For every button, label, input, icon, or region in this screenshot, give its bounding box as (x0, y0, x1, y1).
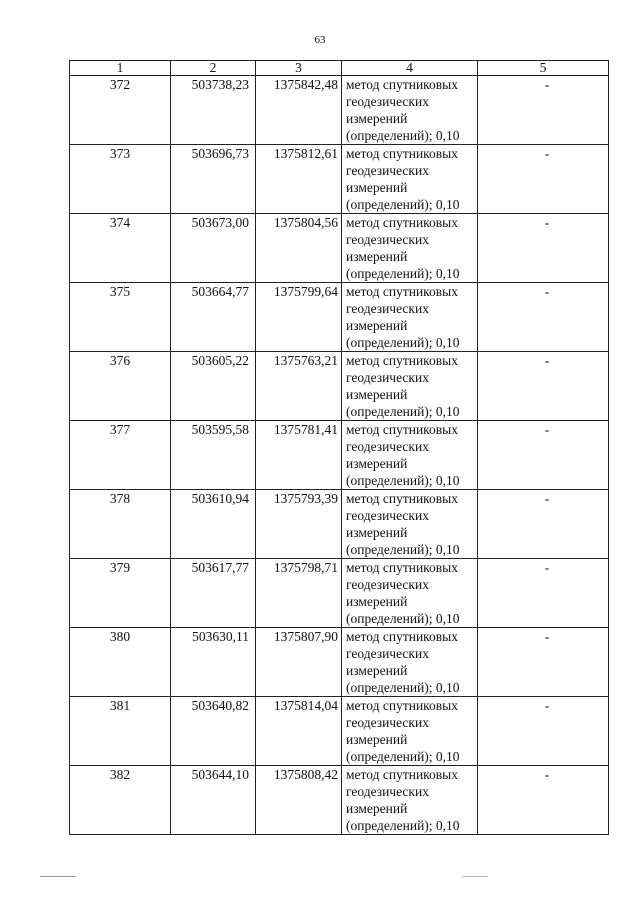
table-header (70, 61, 609, 76)
table-row (70, 145, 609, 214)
method-line: измерений (346, 594, 408, 609)
coordinate-x: 503640,82 (171, 697, 256, 766)
method-line: геодезических (346, 94, 429, 109)
method-line: измерений (346, 111, 408, 126)
method-line: (определений); 0,10 (346, 473, 460, 488)
coordinate-y: 1375814,04 (256, 697, 342, 766)
note-cell: - (478, 214, 609, 283)
coordinate-x: 503630,11 (171, 628, 256, 697)
method-line: геодезических (346, 301, 429, 316)
header-col-1: 1 (70, 61, 171, 76)
coordinate-y: 1375808,42 (256, 766, 342, 835)
method-line: (определений); 0,10 (346, 749, 460, 764)
table-row (70, 283, 609, 352)
method-line: геодезических (346, 370, 429, 385)
coordinate-y: 1375763,21 (256, 352, 342, 421)
coordinate-x: 503664,77 (171, 283, 256, 352)
header-col-5: 5 (478, 61, 609, 76)
method-line: геодезических (346, 232, 429, 247)
method-line: (определений); 0,10 (346, 335, 460, 350)
method-cell (342, 628, 478, 697)
method-line: (определений); 0,10 (346, 542, 460, 557)
method-line: метод спутниковых (346, 215, 458, 230)
method-line: геодезических (346, 163, 429, 178)
table-body (70, 76, 609, 835)
point-number: 374 (70, 214, 171, 283)
method-line: (определений); 0,10 (346, 404, 460, 419)
method-cell (342, 283, 478, 352)
method-line: метод спутниковых (346, 77, 458, 92)
point-number: 373 (70, 145, 171, 214)
method-line: измерений (346, 732, 408, 747)
point-number: 382 (70, 766, 171, 835)
note-cell: - (478, 421, 609, 490)
table-row (70, 628, 609, 697)
coordinate-y: 1375793,39 (256, 490, 342, 559)
footer-mark (462, 876, 488, 877)
coordinate-x: 503605,22 (171, 352, 256, 421)
note-cell: - (478, 766, 609, 835)
method-line: метод спутниковых (346, 491, 458, 506)
footer-mark (40, 876, 76, 877)
method-cell (342, 490, 478, 559)
table-row (70, 766, 609, 835)
method-cell (342, 766, 478, 835)
method-line: измерений (346, 318, 408, 333)
coordinate-y: 1375807,90 (256, 628, 342, 697)
method-line: геодезических (346, 508, 429, 523)
point-number: 381 (70, 697, 171, 766)
method-line: геодезических (346, 439, 429, 454)
method-line: геодезических (346, 715, 429, 730)
coordinate-y: 1375804,56 (256, 214, 342, 283)
header-col-3: 3 (256, 61, 342, 76)
table-row (70, 352, 609, 421)
header-col-4: 4 (342, 61, 478, 76)
point-number: 378 (70, 490, 171, 559)
table-row (70, 421, 609, 490)
method-cell (342, 421, 478, 490)
method-line: измерений (346, 180, 408, 195)
method-cell (342, 76, 478, 145)
method-line: метод спутниковых (346, 629, 458, 644)
method-cell (342, 559, 478, 628)
table-row (70, 559, 609, 628)
page-number: 63 (314, 34, 326, 46)
method-line: измерений (346, 249, 408, 264)
coordinate-x: 503644,10 (171, 766, 256, 835)
note-cell: - (478, 628, 609, 697)
note-cell: - (478, 697, 609, 766)
coordinate-x: 503617,77 (171, 559, 256, 628)
point-number: 375 (70, 283, 171, 352)
coordinate-x: 503595,58 (171, 421, 256, 490)
method-line: метод спутниковых (346, 560, 458, 575)
method-line: (определений); 0,10 (346, 266, 460, 281)
point-number: 379 (70, 559, 171, 628)
method-line: геодезических (346, 646, 429, 661)
method-cell (342, 697, 478, 766)
note-cell: - (478, 559, 609, 628)
method-line: (определений); 0,10 (346, 818, 460, 833)
coordinate-x: 503738,23 (171, 76, 256, 145)
method-line: (определений); 0,10 (346, 128, 460, 143)
point-number: 380 (70, 628, 171, 697)
method-line: геодезических (346, 577, 429, 592)
coordinate-y: 1375812,61 (256, 145, 342, 214)
coordinate-y: 1375799,64 (256, 283, 342, 352)
coordinate-x: 503610,94 (171, 490, 256, 559)
coordinate-x: 503696,73 (171, 145, 256, 214)
method-line: метод спутниковых (346, 353, 458, 368)
coordinates-table (69, 60, 609, 835)
method-cell (342, 352, 478, 421)
coordinate-y: 1375798,71 (256, 559, 342, 628)
method-line: измерений (346, 387, 408, 402)
note-cell: - (478, 145, 609, 214)
method-line: измерений (346, 456, 408, 471)
coordinate-y: 1375842,48 (256, 76, 342, 145)
table-row (70, 697, 609, 766)
point-number: 377 (70, 421, 171, 490)
method-line: метод спутниковых (346, 284, 458, 299)
method-line: (определений); 0,10 (346, 197, 460, 212)
method-line: измерений (346, 663, 408, 678)
coordinate-y: 1375781,41 (256, 421, 342, 490)
method-line: геодезических (346, 784, 429, 799)
note-cell: - (478, 490, 609, 559)
table-row (70, 76, 609, 145)
note-cell: - (478, 352, 609, 421)
point-number: 372 (70, 76, 171, 145)
point-number: 376 (70, 352, 171, 421)
method-line: (определений); 0,10 (346, 611, 460, 626)
method-line: метод спутниковых (346, 698, 458, 713)
method-line: метод спутниковых (346, 767, 458, 782)
method-cell (342, 214, 478, 283)
note-cell: - (478, 76, 609, 145)
method-line: метод спутниковых (346, 422, 458, 437)
method-line: измерений (346, 525, 408, 540)
header-col-2: 2 (171, 61, 256, 76)
note-cell: - (478, 283, 609, 352)
table-row (70, 214, 609, 283)
coordinate-x: 503673,00 (171, 214, 256, 283)
method-cell (342, 145, 478, 214)
method-line: метод спутниковых (346, 146, 458, 161)
method-line: (определений); 0,10 (346, 680, 460, 695)
method-line: измерений (346, 801, 408, 816)
table-row (70, 490, 609, 559)
header-row (70, 61, 609, 76)
